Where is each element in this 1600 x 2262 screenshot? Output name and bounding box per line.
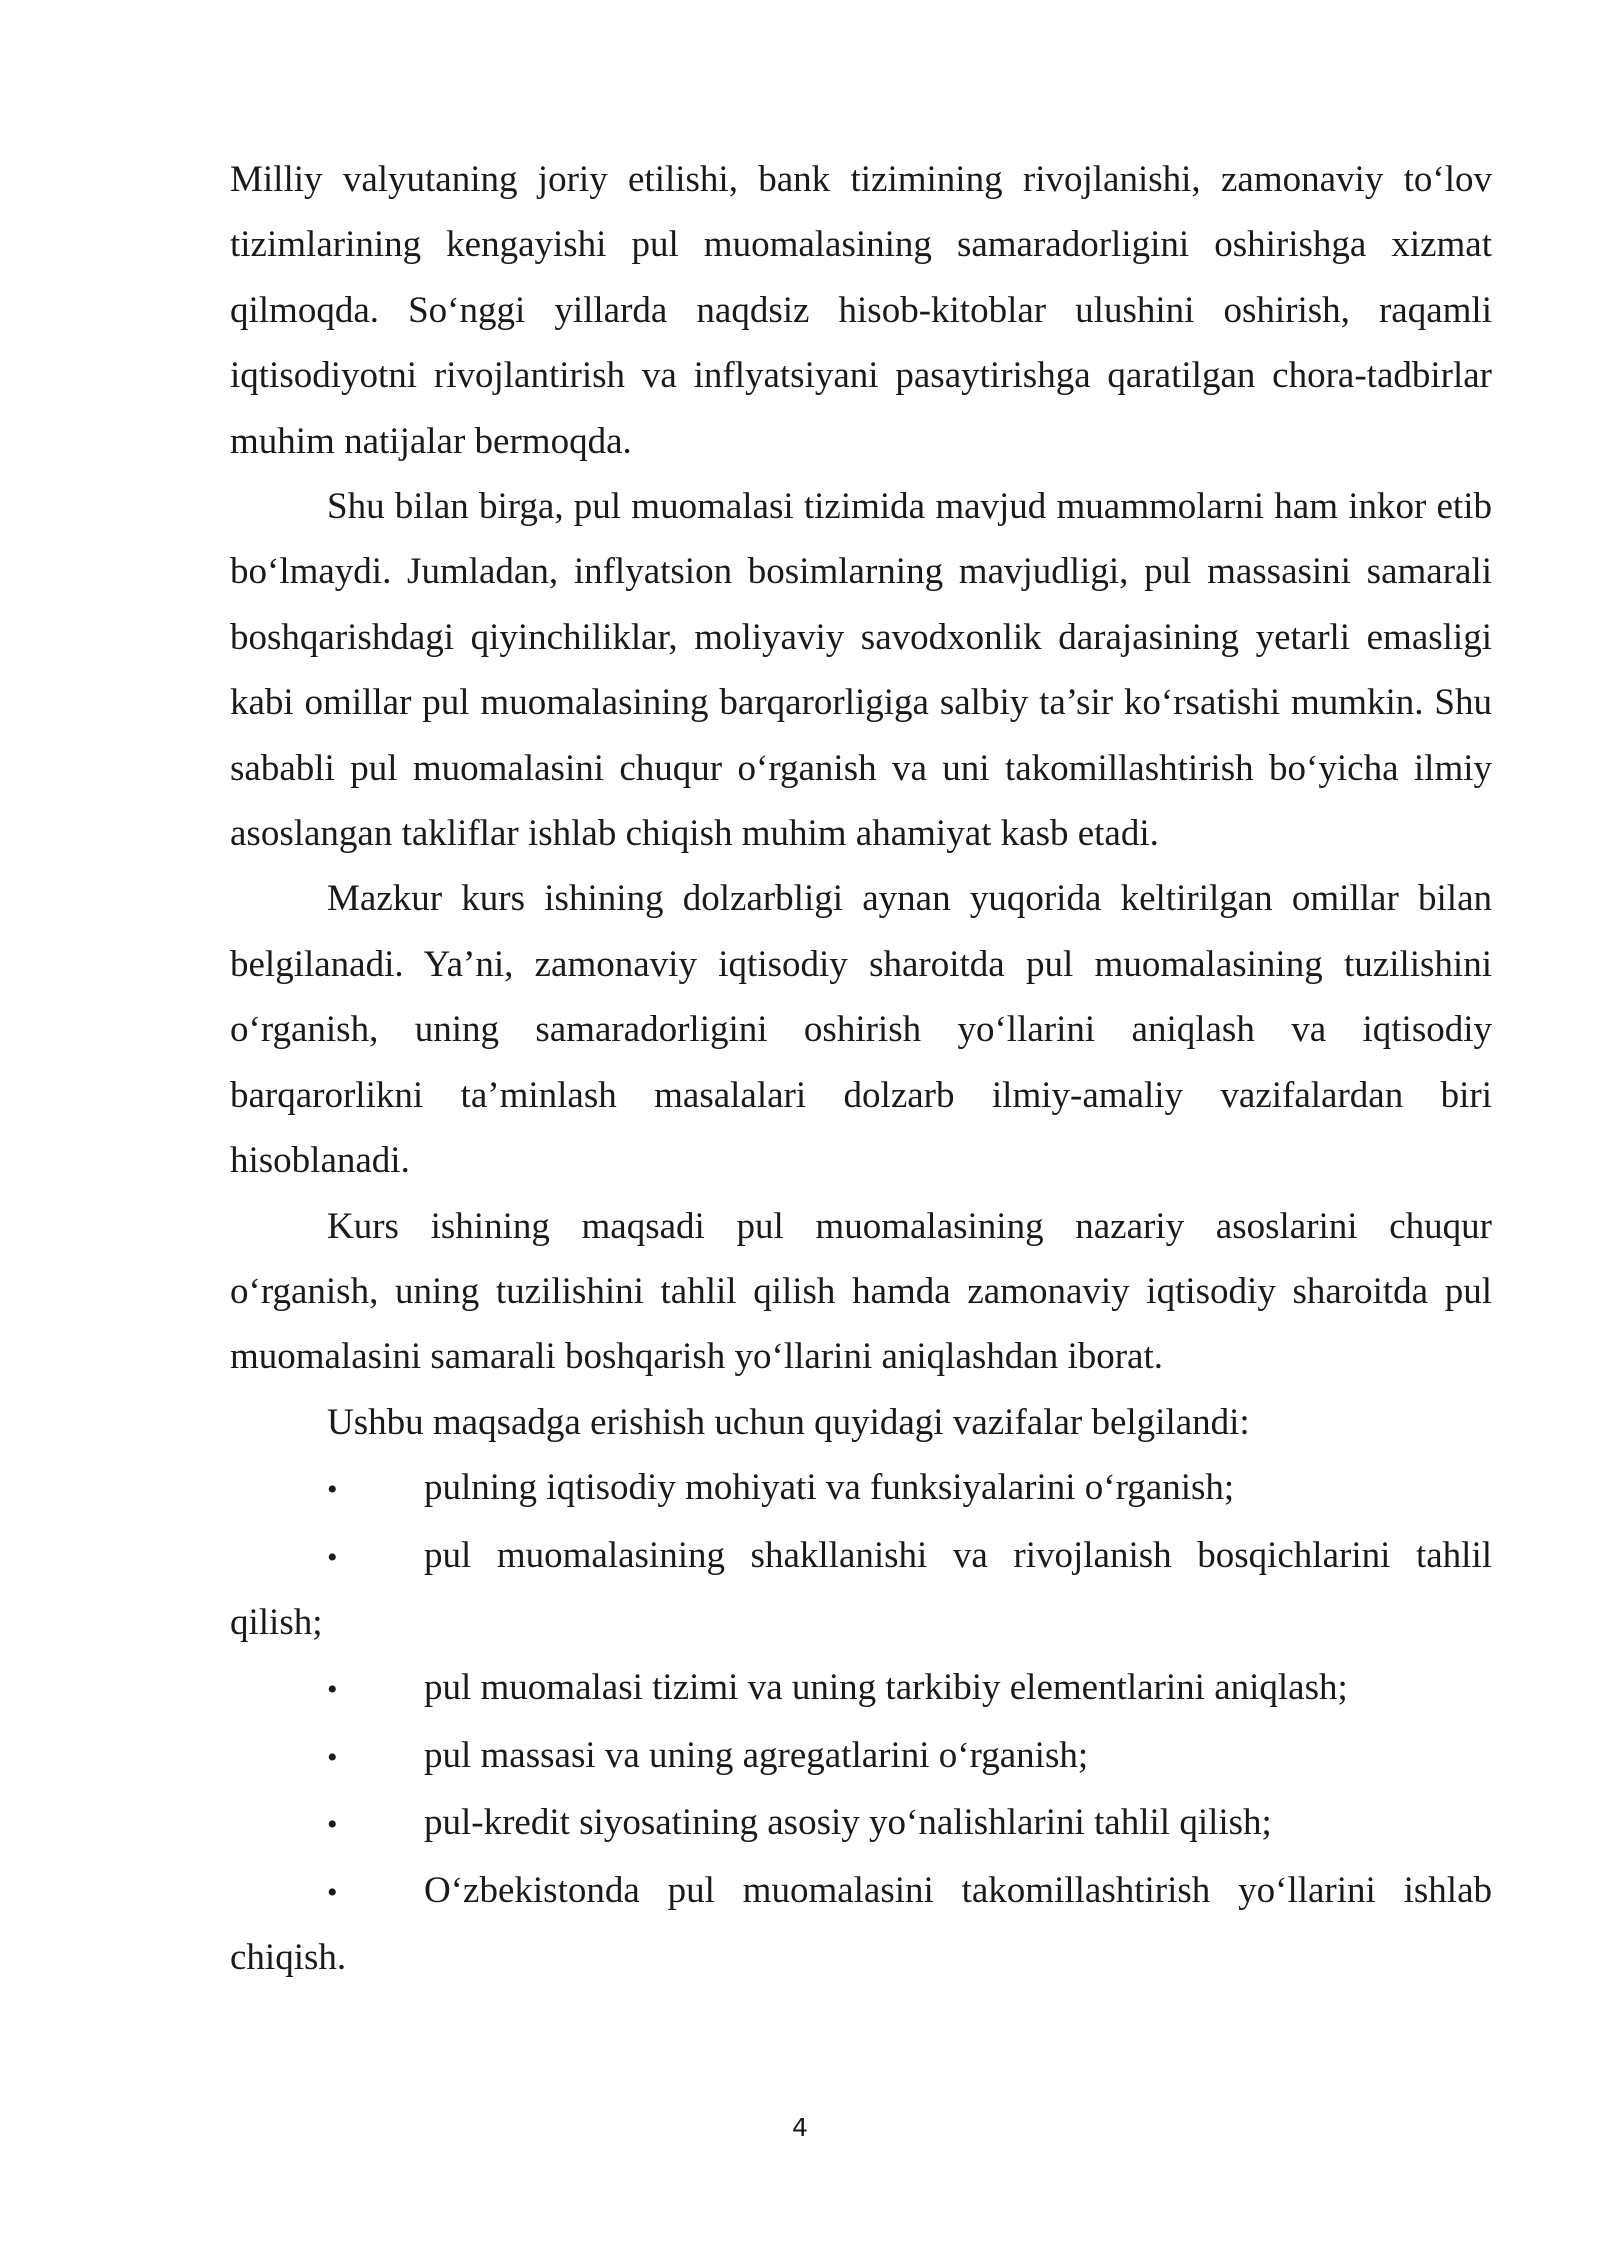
- bullet-icon: •: [327, 1540, 338, 1574]
- task-list-item: [230, 1455, 1492, 1522]
- bullet-icon: •: [327, 1808, 338, 1842]
- paragraph-intro: Milliy valyutaning joriy etilishi, bank tizimining rivojlanishi, zamonaviy to‘lov tizimlarining kengayishi pul muomalasining samaradorligini oshirishga xizmat qilmoqda. So‘nggi yillarda naqdsiz hisob-kitoblar ulushini oshirish, raqamli iqtisodiyotni rivojlantirish va inflyatsiyani pasaytirishga qaratilgan chora-tadbirlar muhim natijalar bermoqda.: [230, 159, 1492, 462]
- task-list-item: [230, 1790, 1492, 1857]
- document-body: [230, 147, 1492, 1990]
- paragraph-tasks-intro: Ushbu maqsadga erishish uchun quyidagi vazifalar belgilandi:: [327, 1401, 1250, 1443]
- paragraph-problems: Shu bilan birga, pul muomalasi tizimida mavjud muammolarni ham inkor etib bo‘lmaydi. Jumladan, inflyatsion bosimlarning mavjudligi, pul massasini samarali boshqarishdagi qiyinchiliklar, moliyaviy savodxonlik darajasining yetarli emasligi kabi omillar pul muomalasining barqarorligiga salbiy ta’sir ko‘rsatishi mumkin. Shu sababli pul muomalasini chuqur o‘rganish va uni takomillashtirish bo‘yicha ilmiy asoslangan takliflar ishlab chiqish muhim ahamiyat kasb etadi.: [230, 486, 1492, 855]
- task-text: pul massasi va uning agregatlarini o‘rganish;: [424, 1734, 1089, 1776]
- task-list-item: [230, 1858, 1492, 1991]
- bullet-icon: •: [327, 1740, 338, 1774]
- task-text: O‘zbekistonda pul muomalasini takomillashtirish yo‘llarini ishlab chiqish.: [230, 1869, 1492, 1978]
- paragraph-goal: Kurs ishining maqsadi pul muomalasining nazariy asoslarini chuqur o‘rganish, uning tuzilishini tahlil qilish hamda zamonaviy iqtisodiy sharoitda pul muomalasini samarali boshqarish yo‘llarini aniqlashdan iborat.: [230, 1205, 1492, 1378]
- task-text: pul-kredit siyosatining asosiy yo‘nalishlarini tahlil qilish;: [424, 1802, 1272, 1844]
- bullet-icon: •: [327, 1473, 338, 1507]
- paragraph-relevance: Mazkur kurs ishining dolzarbligi aynan yuqorida keltirilgan omillar bilan belgilanadi. Ya’ni, zamonaviy iqtisodiy sharoitda pul muomalasining tuzilishini o‘rganish, uning samaradorligini oshirish yo‘llarini aniqlash va iqtisodiy barqarorlikni ta’minlash masalalari dolzarb ilmiy-amaliy vazifalardan biri hisoblanadi.: [230, 878, 1492, 1182]
- task-list-item: [230, 1523, 1492, 1656]
- bullet-icon: •: [327, 1875, 338, 1909]
- task-text: pulning iqtisodiy mohiyati va funksiyalarini o‘rganish;: [424, 1467, 1235, 1509]
- task-list-item: [230, 1655, 1492, 1722]
- task-text: pul muomalasi tizimi va uning tarkibiy elementlarini aniqlash;: [424, 1667, 1348, 1709]
- task-list-item: [230, 1723, 1492, 1790]
- bullet-icon: •: [327, 1673, 338, 1707]
- page-number: 4: [792, 2113, 808, 2142]
- task-text: pul muomalasining shakllanishi va rivojlanish bosqichlarini tahlil qilish;: [230, 1534, 1492, 1643]
